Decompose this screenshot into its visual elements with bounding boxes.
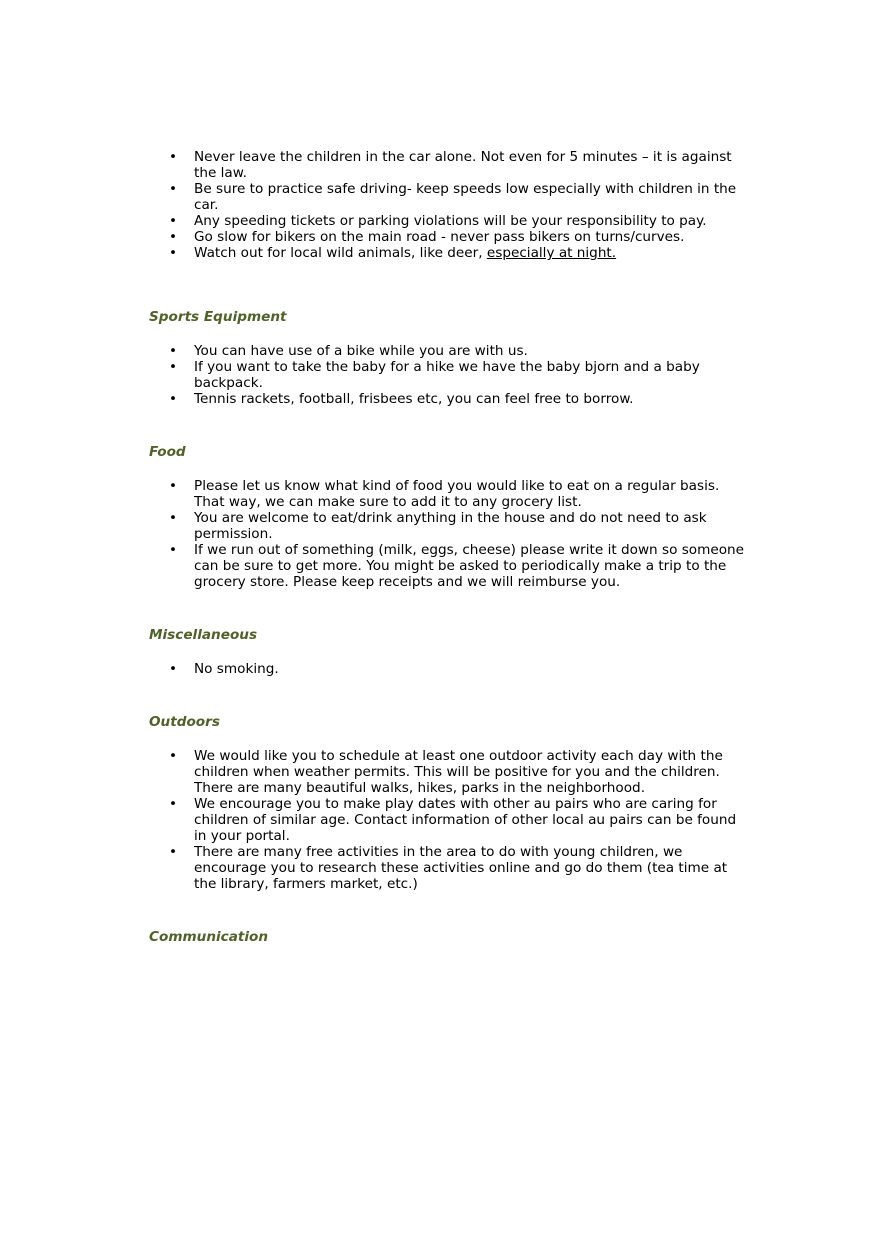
sports-equipment-list — [149, 343, 749, 407]
section-heading-miscellaneous: Miscellaneous — [149, 627, 258, 643]
underlined-warning: especially at night. — [486, 245, 617, 261]
outdoors-list — [149, 748, 749, 892]
list-item: • Be sure to practice safe driving- keep speeds low especially with children in the car. — [169, 181, 737, 213]
document-content — [149, 149, 749, 945]
bullet: • — [169, 796, 178, 812]
bullet: • — [169, 245, 178, 261]
bullet: • — [169, 359, 178, 375]
bullet: • — [169, 343, 178, 359]
driving-rules-list — [149, 149, 749, 261]
bullet: • — [169, 213, 178, 229]
bullet: • — [169, 748, 178, 764]
list-item: • If you want to take the baby for a hike we have the baby bjorn and a baby backpack. — [169, 359, 700, 391]
bullet: • — [169, 661, 178, 677]
list-item: • Go slow for bikers on the main road - never pass bikers on turns/curves. — [169, 229, 685, 245]
list-item: • You can have use of a bike while you are with us. — [169, 343, 528, 359]
list-item: • We would like you to schedule at least one outdoor activity each day with the children when weather permits. This will be positive for you and the children. There are many beautiful walks, hikes, parks in the neighborhood. — [169, 748, 723, 796]
list-item: • Never leave the children in the car alone. Not even for 5 minutes – it is against the law. — [169, 149, 732, 181]
list-item: • We encourage you to make play dates with other au pairs who are caring for children of similar age. Contact information of other local au pairs can be found in your portal. — [169, 796, 737, 844]
bullet: • — [169, 510, 178, 526]
miscellaneous-list — [149, 661, 749, 677]
bullet: • — [169, 478, 178, 494]
list-item: • No smoking. — [169, 661, 279, 677]
list-item: • There are many free activities in the area to do with young children, we encourage you to research these activities online and go do them (tea time at the library, farmers market, etc.) — [169, 844, 728, 892]
list-item: • Any speeding tickets or parking violations will be your responsibility to pay. — [169, 213, 707, 229]
list-item: • Please let us know what kind of food you would like to eat on a regular basis. That way, we can make sure to add it to any grocery list. — [169, 478, 720, 510]
food-list — [149, 478, 749, 590]
section-heading-sports-equipment: Sports Equipment — [149, 309, 287, 325]
section-heading-food: Food — [149, 444, 186, 460]
bullet: • — [169, 229, 178, 245]
list-item: • If we run out of something (milk, eggs, cheese) please write it down so someone can be sure to get more. You might be asked to periodically make a trip to the grocery store. Please keep receipts and we will reimburse you. — [169, 542, 745, 590]
bullet: • — [169, 149, 178, 165]
section-heading-communication: Communication — [149, 929, 269, 945]
list-item: • You are welcome to eat/drink anything in the house and do not need to ask permission. — [169, 510, 707, 542]
bullet: • — [169, 844, 178, 860]
bullet: • — [169, 391, 178, 407]
bullet: • — [169, 542, 178, 558]
list-item: • Watch out for local wild animals, like deer, especially at night. — [169, 245, 617, 261]
bullet: • — [169, 181, 178, 197]
list-item: • Tennis rackets, football, frisbees etc, you can feel free to borrow. — [169, 391, 634, 407]
section-heading-outdoors: Outdoors — [149, 714, 220, 730]
